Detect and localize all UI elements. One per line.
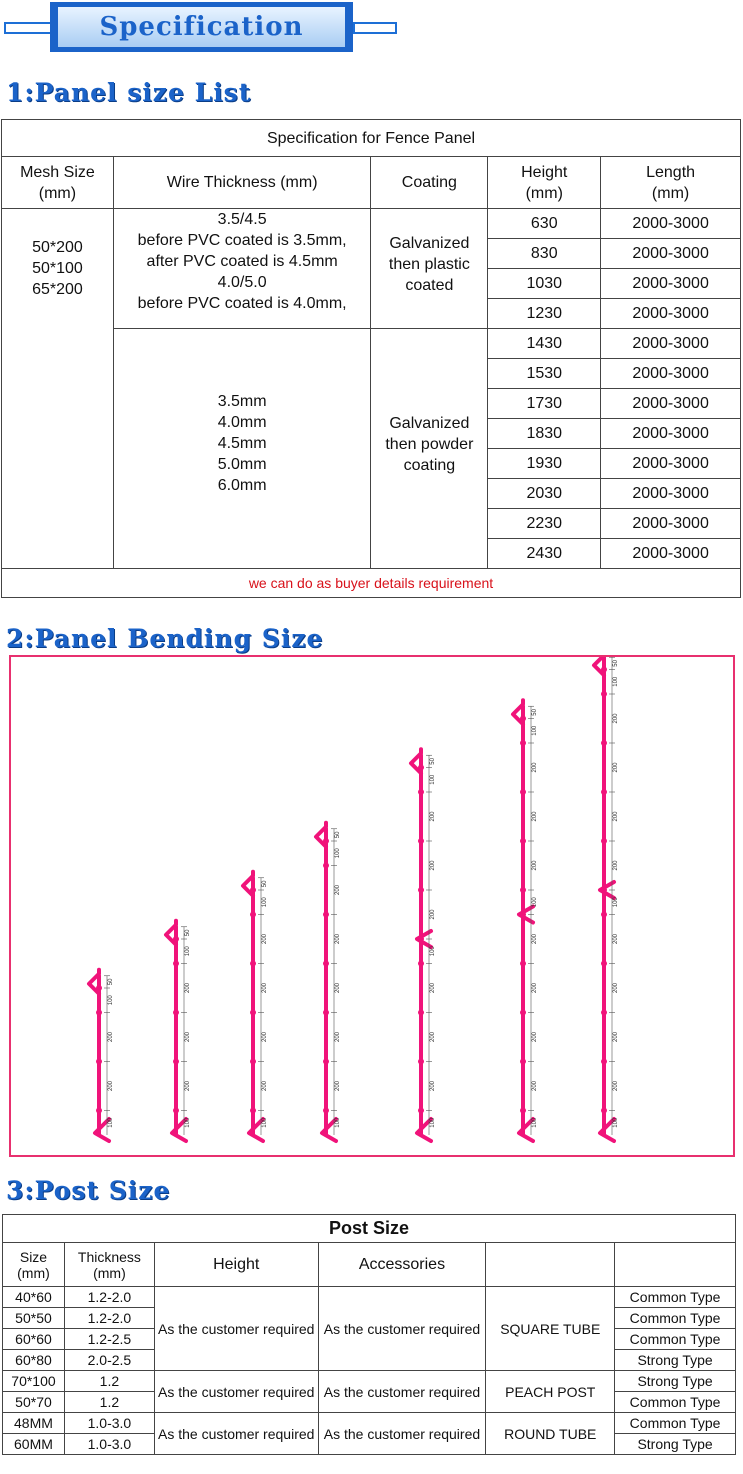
- dimension-label: 100: [108, 995, 114, 1006]
- cross-wire-dot: [601, 961, 607, 967]
- post-shape-cell: SQUARE TUBE: [486, 1287, 615, 1371]
- dimension-label: 50: [532, 709, 538, 716]
- header-mesh: Mesh Size (mm): [2, 157, 114, 209]
- length-cell: 2000-3000: [601, 449, 741, 479]
- cross-wire-dot: [418, 936, 424, 942]
- cross-wire-dot: [418, 1108, 424, 1114]
- dimension-label: 200: [532, 811, 538, 822]
- post-thickness-cell: 1.2-2.0: [64, 1308, 154, 1329]
- cross-wire-dot: [601, 1108, 607, 1114]
- dimension-label: 200: [430, 909, 436, 920]
- post-table-caption: Post Size: [3, 1215, 736, 1243]
- dimension-label: 200: [430, 860, 436, 871]
- dimension-label: 200: [532, 860, 538, 871]
- post-type-cell: Strong Type: [615, 1350, 736, 1371]
- post-size-cell: 48MM: [3, 1413, 65, 1434]
- cross-wire-dot: [601, 740, 607, 746]
- section1-title: 1:Panel size List: [6, 78, 252, 107]
- length-cell: 2000-3000: [601, 269, 741, 299]
- cross-wire-dot: [418, 887, 424, 893]
- length-cell: 2000-3000: [601, 239, 741, 269]
- post-size-cell: 50*50: [3, 1308, 65, 1329]
- height-cell: 1530: [488, 359, 601, 389]
- dimension-label: 200: [335, 884, 341, 896]
- post-size-cell: 60MM: [3, 1434, 65, 1455]
- cross-wire-dot: [96, 985, 102, 991]
- dimension-label: 200: [185, 1031, 191, 1043]
- post-shape-cell: ROUND TUBE: [486, 1413, 615, 1455]
- dimension-label: 50: [430, 758, 436, 765]
- height-cell: 830: [488, 239, 601, 269]
- cross-wire-dot: [520, 912, 526, 918]
- post-thickness-cell: 2.0-2.5: [64, 1350, 154, 1371]
- dimension-label: 50: [613, 660, 619, 667]
- dimension-label: 200: [335, 982, 341, 994]
- dimension-label: 200: [532, 1031, 538, 1043]
- cross-wire-dot: [418, 1059, 424, 1065]
- length-cell: 2000-3000: [601, 509, 741, 539]
- panel-spec-table: [1, 119, 741, 598]
- header-type: [615, 1243, 736, 1287]
- cross-wire-dot: [250, 1010, 256, 1016]
- post-thickness-cell: 1.2: [64, 1371, 154, 1392]
- cross-wire-dot: [323, 1108, 329, 1114]
- post-thickness-cell: 1.0-3.0: [64, 1434, 154, 1455]
- requirement-note: we can do as buyer details requirement: [2, 569, 741, 598]
- dimension-label: 200: [613, 762, 619, 773]
- dimension-label: 100: [430, 946, 436, 957]
- dimension-label: 50: [262, 880, 268, 888]
- dimension-label: 200: [613, 811, 619, 822]
- length-cell: 2000-3000: [601, 329, 741, 359]
- cross-wire-dot: [601, 1010, 607, 1016]
- post-thickness-cell: 1.0-3.0: [64, 1413, 154, 1434]
- dimension-label: 200: [613, 860, 619, 871]
- length-cell: 2000-3000: [601, 539, 741, 569]
- banner-title: Specification: [99, 12, 304, 42]
- dimension-label: 200: [430, 1080, 436, 1092]
- dimension-label: 100: [335, 1117, 341, 1128]
- post-accessories-cell: As the customer required: [318, 1371, 486, 1413]
- dimension-label: 200: [108, 1080, 114, 1092]
- dimension-label: 200: [430, 982, 436, 994]
- dimension-label: 200: [532, 1080, 538, 1092]
- dimension-label: 50: [108, 978, 114, 986]
- dimension-label: 100: [185, 1117, 191, 1128]
- post-size-cell: 60*60: [3, 1329, 65, 1350]
- banner-line-right: [353, 22, 397, 34]
- cross-wire-dot: [601, 691, 607, 697]
- cross-wire-dot: [520, 887, 526, 893]
- cross-wire-dot: [520, 716, 526, 722]
- cross-wire-dot: [250, 1059, 256, 1065]
- header-coating: Coating: [371, 157, 488, 209]
- dimension-label: 200: [335, 1031, 341, 1043]
- cross-wire-dot: [323, 838, 329, 844]
- group2-wire-cell: 3.5mm 4.0mm 4.5mm 5.0mm 6.0mm: [113, 329, 371, 569]
- dimension-label: 100: [532, 725, 538, 736]
- post-size-cell: 50*70: [3, 1392, 65, 1413]
- cross-wire-dot: [96, 1108, 102, 1114]
- header-height: Height (mm): [488, 157, 601, 209]
- cross-wire-dot: [418, 765, 424, 771]
- dimension-label: 200: [185, 1080, 191, 1092]
- cross-wire-dot: [173, 961, 179, 967]
- cross-wire-dot: [601, 887, 607, 893]
- dimension-label: 100: [335, 848, 341, 859]
- cross-wire-dot: [96, 1010, 102, 1016]
- dimension-label: 100: [108, 1117, 114, 1128]
- post-height-cell: As the customer required: [154, 1413, 318, 1455]
- height-cell: 630: [488, 209, 601, 239]
- post-type-cell: Common Type: [615, 1287, 736, 1308]
- dimension-label: 100: [613, 1117, 619, 1128]
- cross-wire-dot: [601, 789, 607, 795]
- post-size-table: [2, 1214, 736, 1455]
- cross-wire-dot: [520, 740, 526, 746]
- bending-svg: [11, 657, 733, 1155]
- post-shape-cell: PEACH POST: [486, 1371, 615, 1413]
- length-cell: 2000-3000: [601, 389, 741, 419]
- height-cell: 2030: [488, 479, 601, 509]
- section3-title: 3:Post Size: [6, 1176, 171, 1205]
- post-type-cell: Common Type: [615, 1392, 736, 1413]
- cross-wire-dot: [520, 789, 526, 795]
- height-cell: 1030: [488, 269, 601, 299]
- header-size: Size (mm): [3, 1243, 65, 1287]
- bending-diagram: [9, 655, 735, 1157]
- cross-wire-dot: [520, 838, 526, 844]
- cross-wire-dot: [520, 1059, 526, 1065]
- height-cell: 1830: [488, 419, 601, 449]
- banner-box: [50, 2, 353, 52]
- cross-wire-dot: [418, 961, 424, 967]
- dimension-label: 200: [613, 982, 619, 994]
- post-thickness-cell: 1.2-2.5: [64, 1329, 154, 1350]
- dimension-label: 100: [430, 1117, 436, 1128]
- length-cell: 2000-3000: [601, 479, 741, 509]
- group1-wire-cell: 3.5/4.5 before PVC coated is 3.5mm, after PVC coated is 4.5mm 4.0/5.0 before PVC coated is 4.0mm,: [113, 209, 371, 329]
- cross-wire-dot: [418, 838, 424, 844]
- post-accessories-cell: As the customer required: [318, 1413, 486, 1455]
- cross-wire-dot: [173, 936, 179, 942]
- length-cell: 2000-3000: [601, 419, 741, 449]
- cross-wire-dot: [601, 912, 607, 918]
- dimension-label: 200: [335, 1080, 341, 1092]
- spec-banner: [0, 0, 743, 56]
- panel-table-caption: Specification for Fence Panel: [2, 120, 741, 157]
- cross-wire-dot: [323, 1010, 329, 1016]
- banner-line-left: [4, 22, 54, 34]
- height-cell: 1430: [488, 329, 601, 359]
- dimension-label: 200: [185, 982, 191, 994]
- cross-wire-dot: [96, 1059, 102, 1065]
- dimension-label: 100: [430, 774, 436, 785]
- cross-wire-dot: [173, 1059, 179, 1065]
- dimension-label: 100: [532, 897, 538, 908]
- cross-wire-dot: [250, 912, 256, 918]
- cross-wire-dot: [173, 1108, 179, 1114]
- header-length: Length (mm): [601, 157, 741, 209]
- cross-wire-dot: [418, 789, 424, 795]
- cross-wire-dot: [323, 912, 329, 918]
- header-accessories: Accessories: [318, 1243, 486, 1287]
- post-height-cell: As the customer required: [154, 1287, 318, 1371]
- dimension-label: 200: [335, 933, 341, 945]
- header-shape: [486, 1243, 615, 1287]
- cross-wire-dot: [250, 961, 256, 967]
- height-cell: 1230: [488, 299, 601, 329]
- cross-wire-dot: [601, 1059, 607, 1065]
- cross-wire-dot: [250, 1108, 256, 1114]
- dimension-label: 200: [430, 811, 436, 822]
- cross-wire-dot: [173, 1010, 179, 1016]
- cross-wire-dot: [250, 887, 256, 893]
- dimension-label: 100: [262, 897, 268, 908]
- dimension-label: 200: [430, 1031, 436, 1043]
- header-wire: Wire Thickness (mm): [113, 157, 371, 209]
- dimension-label: 100: [613, 897, 619, 908]
- length-cell: 2000-3000: [601, 299, 741, 329]
- length-cell: 2000-3000: [601, 209, 741, 239]
- cross-wire-dot: [323, 1059, 329, 1065]
- cross-wire-dot: [520, 1108, 526, 1114]
- post-size-cell: 60*80: [3, 1350, 65, 1371]
- dimension-label: 200: [613, 1080, 619, 1092]
- cross-wire-dot: [520, 1010, 526, 1016]
- cross-wire-dot: [601, 838, 607, 844]
- post-type-cell: Common Type: [615, 1329, 736, 1350]
- post-size-cell: 40*60: [3, 1287, 65, 1308]
- group1-coating-cell: Galvanized then plastic coated: [371, 209, 488, 329]
- post-type-cell: Common Type: [615, 1413, 736, 1434]
- cross-wire-dot: [520, 961, 526, 967]
- dimension-label: 200: [262, 933, 268, 945]
- mesh-sizes-cell: 50*200 50*100 65*200: [2, 209, 114, 569]
- post-size-cell: 70*100: [3, 1371, 65, 1392]
- section2-title: 2:Panel Bending Size: [6, 624, 324, 653]
- length-cell: 2000-3000: [601, 359, 741, 389]
- post-thickness-cell: 1.2-2.0: [64, 1287, 154, 1308]
- header-post-height: Height: [154, 1243, 318, 1287]
- dimension-label: 200: [613, 713, 619, 724]
- post-type-cell: Strong Type: [615, 1371, 736, 1392]
- dimension-label: 200: [108, 1031, 114, 1043]
- dimension-label: 100: [532, 1117, 538, 1128]
- dimension-label: 200: [262, 982, 268, 994]
- dimension-label: 200: [613, 1031, 619, 1043]
- dimension-label: 200: [532, 762, 538, 773]
- height-cell: 2230: [488, 509, 601, 539]
- dimension-label: 200: [262, 1031, 268, 1043]
- dimension-label: 50: [185, 929, 191, 937]
- post-type-cell: Strong Type: [615, 1434, 736, 1455]
- header-thickness: Thickness (mm): [64, 1243, 154, 1287]
- dimension-label: 200: [613, 933, 619, 945]
- dimension-label: 100: [185, 946, 191, 957]
- cross-wire-dot: [601, 667, 607, 673]
- dimension-label: 100: [613, 676, 619, 687]
- dimension-label: 100: [262, 1117, 268, 1128]
- post-type-cell: Common Type: [615, 1308, 736, 1329]
- height-cell: 1730: [488, 389, 601, 419]
- cross-wire-dot: [323, 863, 329, 869]
- dimension-label: 50: [335, 831, 341, 839]
- group2-coating-cell: Galvanized then powder coating: [371, 329, 488, 569]
- post-accessories-cell: As the customer required: [318, 1287, 486, 1371]
- dimension-label: 200: [262, 1080, 268, 1092]
- dimension-label: 200: [532, 933, 538, 945]
- cross-wire-dot: [418, 1010, 424, 1016]
- dimension-label: 200: [532, 982, 538, 994]
- height-cell: 2430: [488, 539, 601, 569]
- post-height-cell: As the customer required: [154, 1371, 318, 1413]
- height-cell: 1930: [488, 449, 601, 479]
- cross-wire-dot: [323, 961, 329, 967]
- post-thickness-cell: 1.2: [64, 1392, 154, 1413]
